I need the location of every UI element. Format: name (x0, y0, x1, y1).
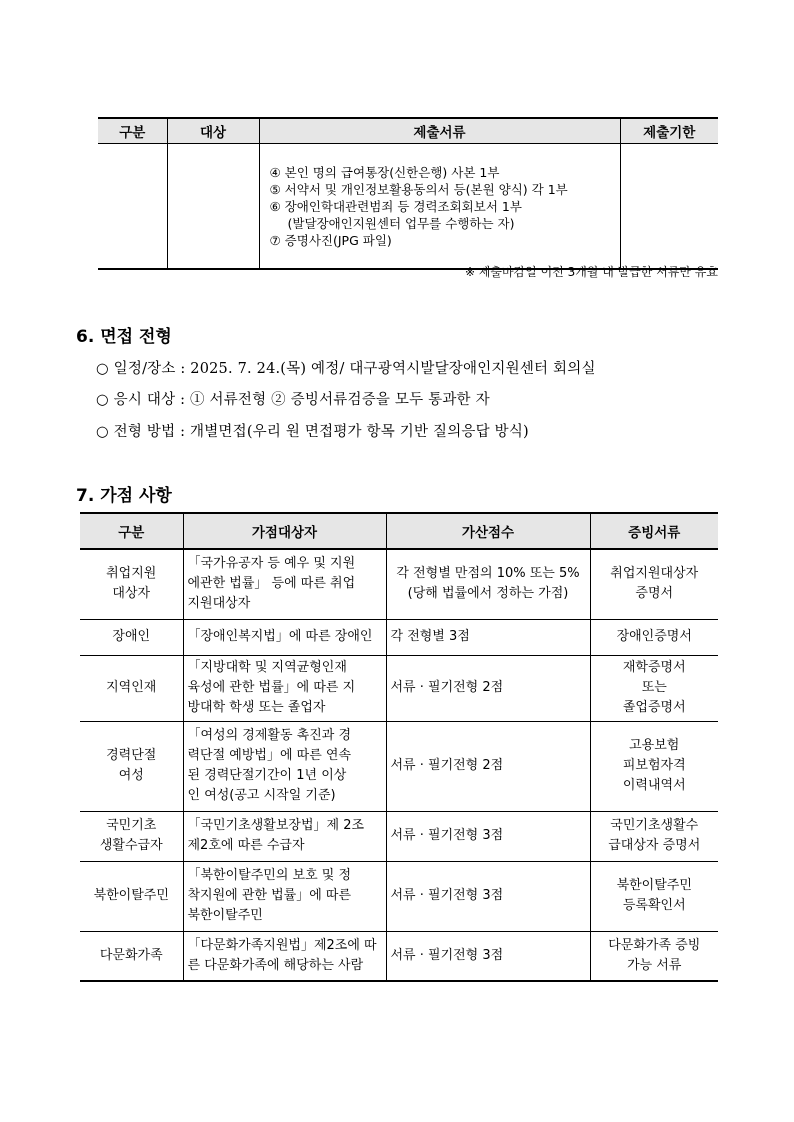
table-header-row (80, 513, 718, 549)
proof-cell (590, 721, 718, 811)
cell-line: 「다문화가족지원법」제2조에 따 (187, 937, 377, 953)
cell-line: 방대학 학생 또는 졸업자 (187, 700, 326, 715)
header-points: 가산점수 (386, 513, 590, 549)
category-cell (98, 144, 167, 270)
cell-line: 국민기초 (106, 818, 157, 833)
cell-line: 서류 · 필기전형 3점 (390, 947, 504, 963)
cell-line: 다문화가족 증빙 (608, 937, 701, 953)
points-cell (386, 811, 590, 861)
cell-line: 인 여성(공고 시작일 기준) (187, 788, 336, 803)
cell-line: 북한이탈주민 (616, 878, 692, 893)
cell-line: 장애인 (112, 629, 151, 644)
cell-line: 또는 (641, 680, 667, 695)
cell-line: 「북한이탈주민의 보호 및 정 (187, 868, 352, 883)
header-documents: 제출서류 (259, 118, 620, 144)
cell-line: 서류 · 필기전형 2점 (390, 758, 504, 773)
cell-line: 등록확인서 (622, 898, 686, 913)
category-cell (80, 619, 183, 655)
cell-line: 이력내역서 (622, 778, 686, 793)
cell-line: 가능 서류 (627, 957, 682, 973)
cell-line: 서류 · 필기전형 2점 (390, 680, 504, 695)
cell-line: 다문화가족 (99, 947, 163, 963)
cell-line: 각 전형별 3점 (390, 629, 470, 644)
cell-line: 장애인증명서 (616, 629, 692, 644)
cell-line: 피보험자격 (622, 758, 686, 773)
header-target: 대상 (167, 118, 259, 144)
header-deadline: 제출기한 (620, 118, 718, 144)
eligible-cell (183, 931, 386, 981)
eligible-cell (183, 811, 386, 861)
category-cell (80, 549, 183, 619)
eligible-cell (183, 619, 386, 655)
cell-line: 된 경력단절기간이 1년 이상 (187, 768, 347, 783)
cell-line: 여성 (118, 768, 144, 783)
cell-line: 「국민기초생활보장법」제 2조 (187, 818, 365, 833)
proof-cell (590, 931, 718, 981)
cell-line: 각 전형별 만점의 10% 또는 5% (396, 566, 580, 582)
table-header-row (98, 118, 718, 144)
points-cell (386, 619, 590, 655)
cell-line: 에관한 법률」 등에 따른 취업 (187, 576, 356, 592)
cell-line: 른 다문화가족에 해당하는 사람 (187, 957, 364, 973)
cell-line: 생활수급자 (99, 838, 163, 853)
eligible-cell (183, 861, 386, 931)
points-cell (386, 721, 590, 811)
category-cell (80, 931, 183, 981)
section-6-title: 6. 면접 전형 (76, 327, 172, 347)
table-row (80, 931, 718, 981)
table-row (80, 811, 718, 861)
target-cell (167, 144, 259, 270)
points-cell (386, 549, 590, 619)
documents-cell (259, 144, 620, 270)
interview-eligibility: ○ 응시 대상 : ① 서류전형 ② 증빙서류검증을 모두 통과한 자 (96, 392, 490, 408)
cell-line: 취업지원대상자 (610, 566, 699, 582)
header-category: 구분 (80, 513, 183, 549)
eligible-cell (183, 721, 386, 811)
cell-line: 졸업증명서 (622, 700, 686, 715)
cell-line: 력단절 예방법」에 따른 연속 (187, 748, 352, 763)
cell-line: 육성에 관한 법률」에 따른 지 (187, 680, 356, 695)
interview-schedule: ○ 일정/장소 : 2025. 7. 24.(목) 예정/ 대구광역시발달장애인지원센터 회의실 (96, 361, 596, 377)
proof-cell (590, 655, 718, 721)
category-cell (80, 811, 183, 861)
points-cell (386, 861, 590, 931)
table-row (80, 861, 718, 931)
table-row (80, 549, 718, 619)
header-eligible: 가점대상자 (183, 513, 386, 549)
doc-line: ⑦ 증명사진(JPG 파일) (269, 232, 392, 248)
table-row (80, 721, 718, 811)
doc-line: ④ 본인 명의 급여통장(신한은행) 사본 1부 (269, 164, 500, 180)
cell-line: 서류 · 필기전형 3점 (390, 828, 504, 843)
validity-note: ※ 제출마감일 이전 3개월 내 발급한 서류만 유효 (464, 265, 718, 279)
header-proof: 증빙서류 (590, 513, 718, 549)
cell-line: 「국가유공자 등 예우 및 지원 (187, 556, 356, 572)
table-row (80, 619, 718, 655)
cell-line: 「지방대학 및 지역균형인재 (187, 660, 347, 675)
doc-line: ⑤ 서약서 및 개인정보활용동의서 등(본원 양식) 각 1부 (269, 181, 568, 197)
section-7-title: 7. 가점 사항 (76, 486, 172, 506)
cell-line: 취업지원 (106, 566, 157, 582)
cell-line: 국민기초생활수 (610, 818, 699, 833)
eligible-cell (183, 655, 386, 721)
doc-line: ⑥ 장애인학대관련범죄 등 경력조회회보서 1부 (269, 198, 522, 214)
cell-line: 재학증명서 (622, 660, 686, 675)
cell-line: 증명서 (635, 586, 674, 602)
cell-line: 북한이탈주민 (187, 908, 263, 923)
bonus-points-table (80, 512, 718, 982)
points-cell (386, 655, 590, 721)
cell-line: 대상자 (112, 586, 151, 602)
cell-line: 지원대상자 (187, 596, 251, 612)
header-category: 구분 (98, 118, 167, 144)
proof-cell (590, 549, 718, 619)
cell-line: 서류 · 필기전형 3점 (390, 888, 504, 903)
table-row (98, 144, 718, 270)
cell-line: 급대상자 증명서 (608, 838, 701, 853)
cell-line: 고용보험 (629, 738, 680, 753)
points-cell (386, 931, 590, 981)
eligible-cell (183, 549, 386, 619)
interview-method: ○ 전형 방법 : 개별면접(우리 원 면접평가 항목 기반 질의응답 방식) (96, 424, 529, 440)
proof-cell (590, 619, 718, 655)
category-cell (80, 861, 183, 931)
category-cell (80, 721, 183, 811)
deadline-cell (620, 144, 718, 270)
cell-line: 지역인재 (106, 680, 157, 695)
cell-line: 착지원에 관한 법률」에 따른 (187, 888, 352, 903)
cell-line: 「여성의 경제활동 촉진과 경 (187, 728, 352, 743)
proof-cell (590, 861, 718, 931)
cell-line: 경력단절 (106, 748, 157, 763)
cell-line: 북한이탈주민 (93, 888, 169, 903)
cell-line: 「장애인복지법」에 따른 장애인 (187, 629, 373, 644)
table-row (80, 655, 718, 721)
category-cell (80, 655, 183, 721)
proof-cell (590, 811, 718, 861)
doc-line: (발달장애인지원센터 업무를 수행하는 자) (287, 215, 515, 231)
cell-line: 제2호에 따른 수급자 (187, 838, 305, 853)
cell-line: (당해 법률에서 정하는 가점) (407, 586, 569, 602)
submission-documents-table (98, 117, 718, 270)
